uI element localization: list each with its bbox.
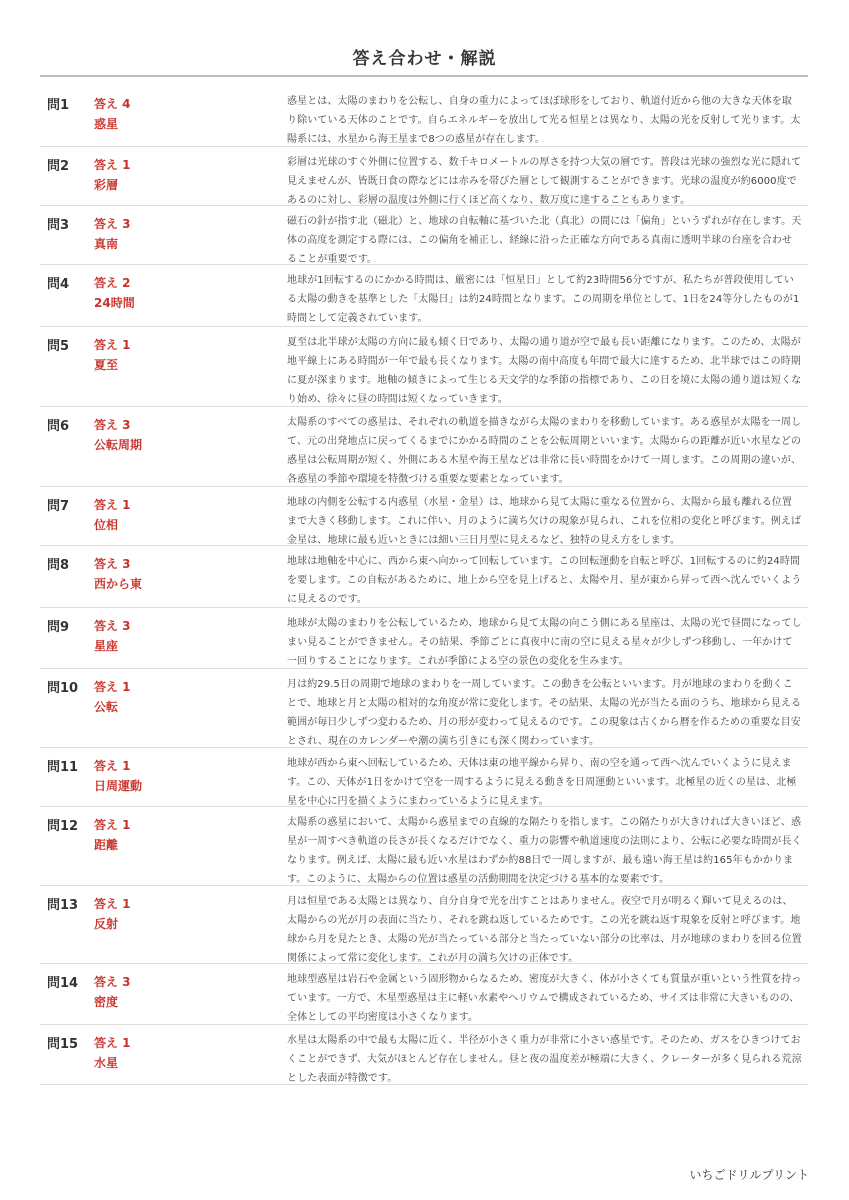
answer-choice: 答え 1: [94, 680, 131, 694]
explanation-text: 磁石の針が指す北（磁北）と、地球の自転軸に基づいた北（真北）の間には「偏角」というずれが存在します。天体の高度を測定する際には、この偏角を補正し、経線に沿った正確な方向である真南に透明半球の台座を合わせることが重要です。: [287, 216, 802, 265]
answer-choice: 答え 1: [94, 897, 131, 911]
answer-block: [94, 495, 131, 535]
answer-term: 公転周期: [94, 438, 143, 452]
explanation-text: 惑星とは、太陽のまわりを公転し、自身の重力によってほぼ球形をしており、軌道付近から他の大きな天体を取り除いている天体のことです。自らエネルギーを放出して光る恒星とは異なり、太陽の光を反射して光ります。太陽系には、水星から海王星まで8つの惑星が存在します。: [287, 96, 801, 145]
answer-choice: 答え 3: [94, 975, 131, 989]
explanation-text: 月は恒星である太陽とは異なり、自分自身で光を出すことはありません。夜空で月が明るく輝いて見えるのは、太陽からの光が月の表面に当たり、それを跳ね返しているためです。この光を跳ね返す現象を反射と呼びます。地球から月を見たとき、太陽の光が当たっている部分と当たっていない部分の比率は、月が地球のまわりを回る位置関係によって常に変化します。これが月の満ち欠けの正体です。: [287, 896, 802, 964]
explanation-text: 夏至は北半球が太陽の方向に最も傾く日であり、太陽の通り道が空で最も長い距離になります。このため、太陽が地平線上にある時間が一年で最も長くなります。太陽の南中高度も年間で最大に達するため、北半球ではこの時期に夏が深まります。地軸の傾きによって生じる天文学的な季節の指標であり、この日を境に太陽の通り道は短くなり始め、徐々に昼の時間は短くなっていきます。: [287, 337, 802, 405]
question-number: 問14: [47, 976, 79, 991]
question-number: 問8: [47, 558, 70, 573]
answer-row: [40, 748, 808, 807]
answer-term: 夏至: [94, 358, 119, 372]
answer-choice: 答え 3: [94, 217, 131, 231]
answer-term: 密度: [94, 995, 119, 1009]
answer-row: [40, 407, 808, 487]
explanation-text: 月は約29.5日の周期で地球のまわりを一周しています。この動きを公転といいます。月が地球のまわりを動くことで、地球と月と太陽の相対的な角度が常に変化します。その結果、太陽の光が当たる面のうち、地球から見える範囲が毎日少しずつ変わるため、月の形が変わって見えるのです。この現象は古くから暦を作るための重要な目安とされ、現在のカレンダーや潮の満ち引きにも深く関わっています。: [287, 679, 802, 747]
explanation-text: 太陽系のすべての惑星は、それぞれの軌道を描きながら太陽のまわりを移動しています。ある惑星が太陽を一周して、元の出発地点に戻ってくるまでにかかる時間のことを公転周期といいます。太陽からの距離が近い水星などの惑星は公転周期が短く、外側にある木星や海王星などは非常に長い時間をかけて一周します。この周期の違いが、各惑星の季節や環境を特徴づける重要な要素となっています。: [287, 417, 802, 485]
answer-term: 星座: [94, 639, 119, 653]
answer-row: [40, 546, 808, 608]
answer-block: [94, 815, 131, 855]
answer-term: 位相: [94, 518, 119, 532]
answer-term: 真南: [94, 237, 119, 251]
explanation-text: 地球の内側を公転する内惑星（水星・金星）は、地球から見て太陽に重なる位置から、太陽から最も離れる位置まで大きく移動します。これに伴い、月のように満ち欠けの現象が見られ、これを位相の変化と呼びます。例えば金星は、地球に最も近いときには細い三日月型に見えるなど、独特の見え方をします。: [287, 497, 802, 546]
answer-block: [94, 273, 135, 313]
explanation-text: 水星は太陽系の中で最も太陽に近く、半径が小さく重力が非常に小さい惑星です。そのため、ガスをひきつけておくことができず、大気がほとんど存在しません。昼と夜の温度差が極端に大きく、クレーターが多く見られる荒涼とした表面が特徴です。: [287, 1035, 802, 1084]
answer-block: [94, 677, 131, 717]
explanation-text: 地球型惑星は岩石や金属という固形物からなるため、密度が大きく、体が小さくても質量が重いという性質を持っています。一方で、木星型惑星は主に軽い水素やヘリウムで構成されているため、サイズは非常に大きいものの、全体としての平均密度は小さくなります。: [287, 974, 802, 1023]
answer-term: 公転: [94, 700, 119, 714]
answer-choice: 答え 1: [94, 1036, 131, 1050]
answer-block: [94, 415, 142, 455]
answer-row: [40, 487, 808, 546]
answer-block: [94, 94, 131, 134]
answer-choice: 答え 2: [94, 276, 131, 290]
answer-block: [94, 894, 131, 934]
question-number: 問7: [47, 499, 70, 514]
page-title: 答え合わせ・解説: [352, 49, 497, 69]
answer-block: [94, 155, 131, 195]
question-number: 問1: [47, 98, 70, 113]
answer-block: [94, 554, 142, 594]
answer-row: [40, 886, 808, 964]
answer-row: [40, 964, 808, 1025]
answer-term: 水星: [94, 1056, 119, 1070]
answer-row: [40, 147, 808, 206]
question-number: 問9: [47, 620, 70, 635]
explanation-text: 地球が西から東へ回転しているため、天体は東の地平線から昇り、南の空を通って西へ沈んでいくように見えます。この、天体が1日をかけて空を一周するように見える動きを日周運動といいます。北極星の近くの星は、北極星を中心に円を描くようにまわっているように見えます。: [287, 758, 797, 807]
answer-block: [94, 335, 131, 375]
answer-term: 日周運動: [94, 779, 143, 793]
footer-brand: いちごドリルプリント: [689, 1168, 809, 1182]
answer-choice: 答え 1: [94, 498, 131, 512]
answer-block: [94, 756, 142, 796]
question-number: 問6: [47, 419, 70, 434]
answer-row: [40, 86, 808, 147]
answer-choice: 答え 1: [94, 759, 131, 773]
answer-choice: 答え 3: [94, 557, 131, 571]
answer-row: [40, 265, 808, 327]
answer-term: 24時間: [94, 296, 135, 310]
question-number: 問4: [47, 277, 70, 292]
answer-choice: 答え 4: [94, 97, 131, 111]
question-number: 問12: [47, 819, 79, 834]
explanation-text: 彩層は光球のすぐ外側に位置する、数千キロメートルの厚さを持つ大気の層です。普段は光球の強烈な光に隠れて見えませんが、皆既日食の際などには赤みを帯びた層として観測することができます。光球の温度が約6000度であるのに対し、彩層の温度は外側に行くほど高くなり、数万度に達することもあります。: [287, 157, 802, 206]
answer-choice: 答え 1: [94, 158, 131, 172]
question-number: 問13: [47, 898, 79, 913]
explanation-text: 地球は地軸を中心に、西から東へ向かって回転しています。この回転運動を自転と呼び、1回転するのに約24時間を要します。この自転があるために、地上から空を見上げると、太陽や月、星が東から昇って西へ沈んでいくように見えるのです。: [287, 556, 802, 605]
answer-row: [40, 608, 808, 669]
answer-block: [94, 972, 131, 1012]
answer-choice: 答え 1: [94, 338, 131, 352]
answer-row: [40, 807, 808, 886]
question-number: 問11: [47, 760, 79, 775]
answer-list: [40, 86, 808, 1085]
question-number: 問2: [47, 159, 70, 174]
question-number: 問10: [47, 681, 79, 696]
answer-choice: 答え 3: [94, 619, 131, 633]
explanation-text: 地球が太陽のまわりを公転しているため、地球から見て太陽の向こう側にある星座は、太陽の光で昼間になってしまい見ることができません。その結果、季節ごとに真夜中に南の空に見える星々が少しずつ移動し、一年かけて一回りすることになります。これが季節による空の景色の変化を生みます。: [287, 618, 802, 667]
answer-choice: 答え 1: [94, 818, 131, 832]
answer-choice: 答え 3: [94, 418, 131, 432]
answer-row: [40, 669, 808, 748]
question-number: 問3: [47, 218, 70, 233]
answer-term: 距離: [94, 838, 119, 852]
question-number: 問15: [47, 1037, 79, 1052]
explanation-text: 太陽系の惑星において、太陽から惑星までの直線的な隔たりを指します。この隔たりが大きければ大きいほど、惑星が一周すべき軌道の長さが長くなるだけでなく、重力の影響や軌道速度の法則により、公転に必要な時間が長くなります。例えば、太陽に最も近い水星はわずか約88日で一周しますが、最も遠い海王星は約165年もかかります。このように、太陽からの位置は惑星の活動期間を決定づける基本的な要素です。: [287, 817, 802, 885]
answer-term: 反射: [94, 917, 119, 931]
answer-term: 惑星: [94, 117, 119, 131]
question-number: 問5: [47, 339, 70, 354]
answer-term: 西から東: [94, 577, 143, 591]
answer-term: 彩層: [94, 178, 119, 192]
answer-block: [94, 214, 131, 254]
title-divider: [40, 75, 808, 77]
answer-row: [40, 206, 808, 265]
explanation-text: 地球が1回転するのにかかる時間は、厳密には「恒星日」として約23時間56分ですが、私たちが普段使用している太陽の動きを基準とした「太陽日」は約24時間となります。この周期を単位として、1日を24等分したものが1時間として定義されています。: [287, 275, 800, 324]
answer-row: [40, 1025, 808, 1085]
answer-block: [94, 1033, 131, 1073]
answer-row: [40, 327, 808, 407]
answer-block: [94, 616, 131, 656]
